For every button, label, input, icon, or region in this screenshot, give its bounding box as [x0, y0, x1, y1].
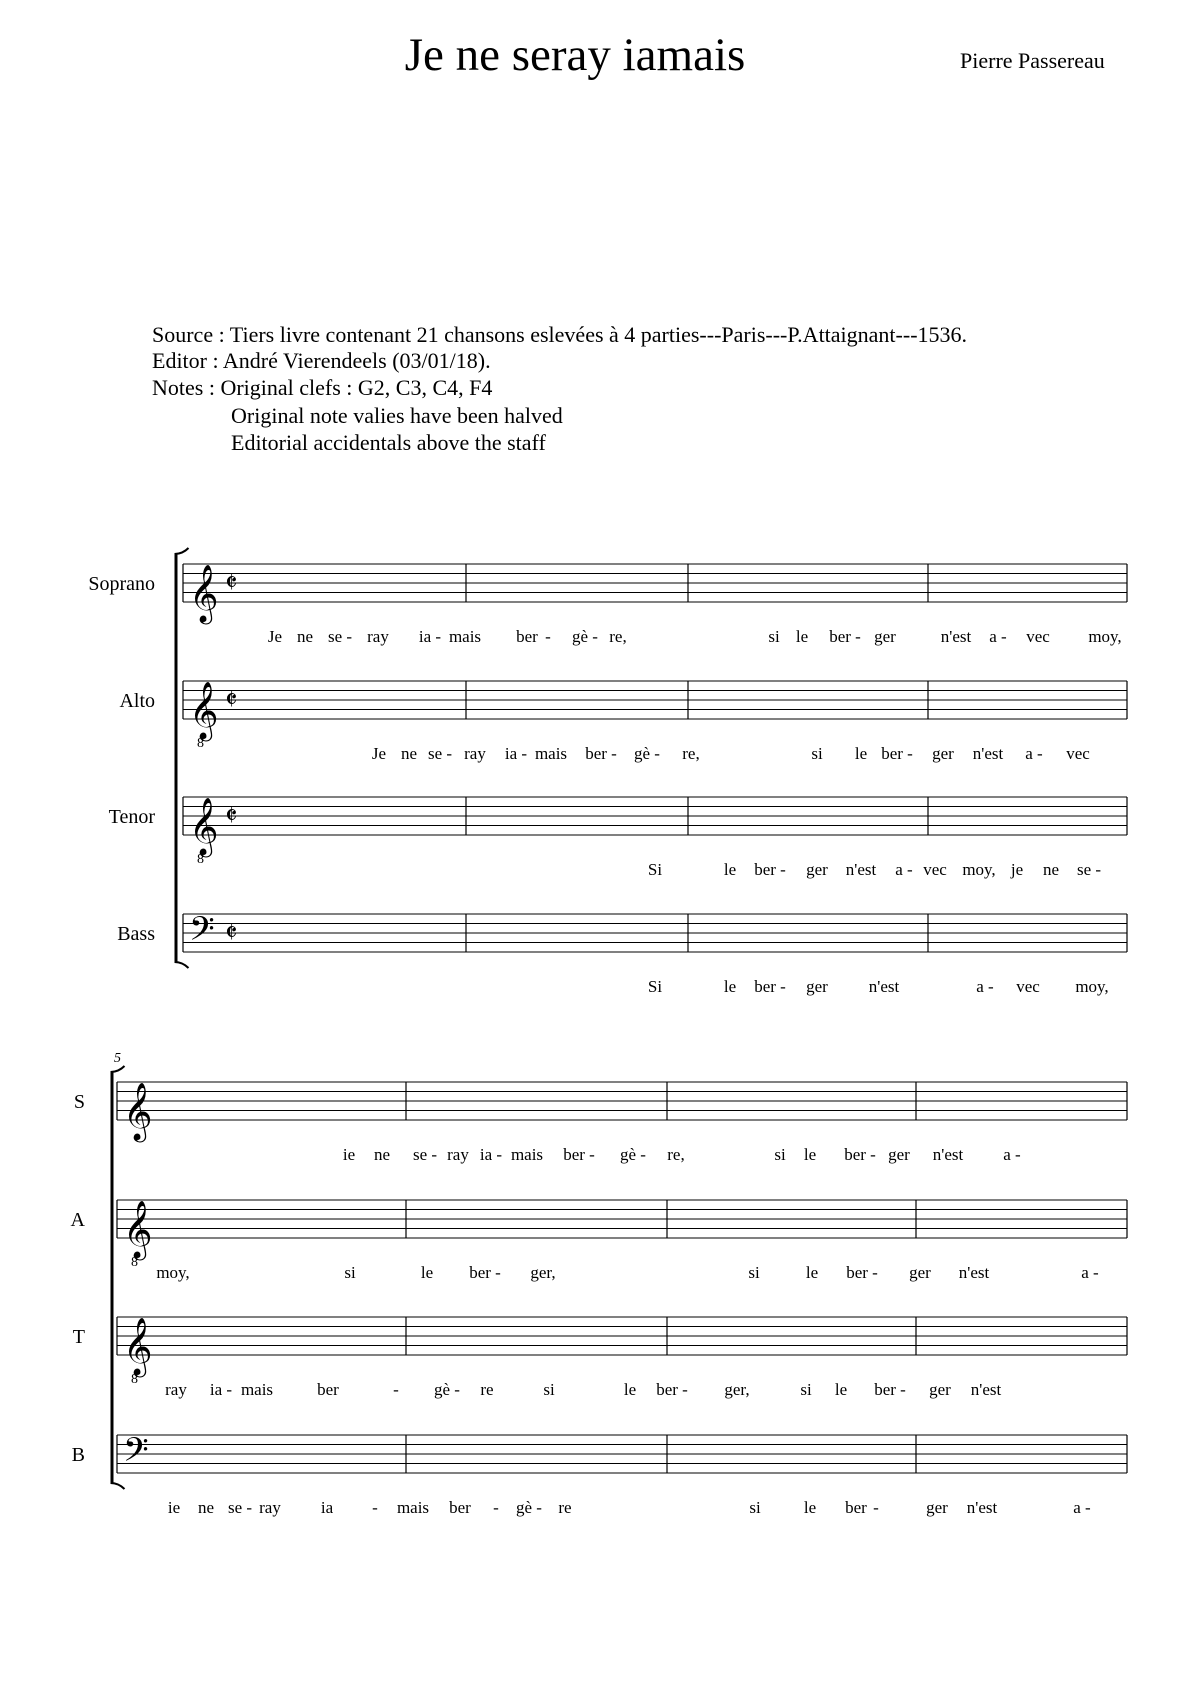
treble-clef-icon: 𝄞 — [123, 1200, 153, 1258]
lyric-syllable: vec — [923, 860, 947, 879]
lyric-syllable: le — [803, 1145, 817, 1164]
lyric-syllable: a - — [1003, 1145, 1021, 1164]
lyric-syllable: a - — [1081, 1263, 1099, 1282]
lyric-syllable: gè - — [620, 1145, 646, 1164]
staff-t — [73, 1317, 1127, 1399]
lyric-syllable: ber — [845, 1498, 867, 1517]
lyric-syllable: ray — [165, 1380, 187, 1399]
lyric-syllable: - — [493, 1498, 499, 1517]
page-title: Je ne seray iamais — [404, 29, 746, 81]
lyric-syllable: si — [800, 1380, 812, 1399]
lyric-syllable: ie — [342, 1145, 356, 1164]
part-label: B — [71, 1444, 85, 1466]
staff-b — [72, 1432, 1127, 1518]
lyric-syllable: mais — [240, 1380, 274, 1399]
lyric-syllable: - — [873, 1498, 879, 1517]
staff-alto — [119, 681, 1127, 763]
system-2 — [71, 1051, 1127, 1517]
octave-mark: 8 — [131, 1372, 138, 1387]
lyric-syllable: si — [543, 1380, 555, 1399]
lyric-syllable: ber - — [469, 1263, 501, 1282]
notes-line-3: Editorial accidentals above the staff — [231, 430, 546, 455]
lyric-syllable: si — [344, 1263, 356, 1282]
lyric-syllable: ger — [909, 1263, 931, 1282]
lyric-syllable: ray — [447, 1145, 469, 1164]
part-label: Soprano — [88, 573, 155, 595]
bracket-top-hook — [175, 548, 189, 554]
part-label: Alto — [119, 690, 155, 712]
lyric-syllable: re, — [609, 627, 627, 646]
lyric-syllable: ne — [373, 1145, 391, 1164]
lyric-syllable: n'est — [932, 1145, 964, 1164]
lyric-syllable: moy, — [1075, 977, 1109, 996]
staff-tenor — [109, 797, 1127, 879]
lyric-syllable: le — [795, 627, 809, 646]
editor-line: Editor : André Vierendeels (03/01/18). — [152, 348, 491, 373]
treble-clef-icon: 𝄞 — [189, 681, 219, 739]
lyric-syllable: moy, — [962, 860, 996, 879]
lyric-syllable: ber - — [563, 1145, 595, 1164]
lyric-syllable: si — [774, 1145, 786, 1164]
lyric-syllable: Si — [647, 977, 663, 996]
lyric-syllable: ray — [367, 627, 389, 646]
lyric-syllable: ger, — [530, 1263, 556, 1282]
staff-bass — [117, 911, 1127, 997]
octave-mark: 8 — [197, 736, 204, 751]
cut-time-icon: 𝄵 — [225, 799, 238, 832]
lyric-syllable: ray — [259, 1498, 281, 1517]
lyric-syllable: le — [803, 1498, 817, 1517]
lyric-syllable: a - — [895, 860, 913, 879]
lyric-syllable: ia - — [504, 744, 528, 763]
treble-clef-icon: 𝄞 — [123, 1317, 153, 1375]
treble-clef-icon: 𝄞 — [189, 797, 219, 855]
lyric-syllable: le — [834, 1380, 848, 1399]
lyric-syllable: gè - — [434, 1380, 460, 1399]
bracket-bottom-hook — [111, 1483, 125, 1489]
lyric-syllable: Je — [267, 627, 283, 646]
lyric-syllable: n'est — [970, 1380, 1002, 1399]
lyric-syllable: ger, — [724, 1380, 750, 1399]
lyric-syllable: a - — [976, 977, 994, 996]
bracket-top-hook — [111, 1066, 125, 1072]
lyric-syllable: n'est — [972, 744, 1004, 763]
lyric-syllable: Si — [647, 860, 663, 879]
lyric-syllable: ber - — [585, 744, 617, 763]
lyric-syllable: le — [723, 977, 737, 996]
lyric-syllable: le — [723, 860, 737, 879]
lyric-syllable: - — [393, 1380, 399, 1399]
lyric-syllable: re, — [667, 1145, 685, 1164]
lyric-syllable: Je — [371, 744, 387, 763]
lyric-syllable: le — [420, 1263, 434, 1282]
source-line: Source : Tiers livre contenant 21 chansons eslevées à 4 parties---Paris---P.Attaignant---1536. — [152, 322, 968, 347]
lyric-syllable: ber — [317, 1380, 339, 1399]
lyric-syllable: si — [811, 744, 823, 763]
lyric-syllable: ber - — [881, 744, 913, 763]
lyric-syllable: ber — [449, 1498, 471, 1517]
lyric-syllable: ia - — [418, 627, 442, 646]
lyric-syllable: ber — [516, 627, 538, 646]
lyric-syllable: ber - — [754, 860, 786, 879]
lyric-syllable: ber - — [846, 1263, 878, 1282]
lyric-syllable: si — [768, 627, 780, 646]
part-label: S — [73, 1091, 85, 1113]
notes-line: Notes : Original clefs : G2, C3, C4, F4 — [152, 375, 493, 400]
lyric-syllable: ger — [888, 1145, 910, 1164]
lyric-syllable: le — [623, 1380, 637, 1399]
staff-soprano — [88, 564, 1127, 646]
lyric-syllable: gè - — [516, 1498, 542, 1517]
lyric-syllable: se - — [1076, 860, 1102, 879]
lyric-syllable: mais — [534, 744, 568, 763]
lyric-syllable: - — [372, 1498, 378, 1517]
lyric-syllable: se - — [412, 1145, 438, 1164]
lyric-syllable: ber - — [656, 1380, 688, 1399]
lyric-syllable: ne — [400, 744, 418, 763]
lyric-syllable: si — [749, 1498, 761, 1517]
lyric-syllable: a - — [1025, 744, 1043, 763]
lyric-syllable: moy, — [1088, 627, 1122, 646]
lyric-syllable: ber - — [754, 977, 786, 996]
measure-number: 5 — [114, 1051, 121, 1066]
lyric-syllable: vec — [1066, 744, 1090, 763]
bracket-bottom-hook — [175, 962, 189, 968]
lyric-syllable: ne — [296, 627, 314, 646]
bass-clef-icon: 𝄢 — [123, 1431, 149, 1478]
lyric-syllable: n'est — [845, 860, 877, 879]
lyric-syllable: ger — [926, 1498, 948, 1517]
cut-time-icon: 𝄵 — [225, 566, 238, 599]
lyric-syllable: mais — [510, 1145, 544, 1164]
lyric-syllable: ia — [320, 1498, 334, 1517]
lyric-syllable: le — [854, 744, 868, 763]
lyric-syllable: ger — [874, 627, 896, 646]
lyric-syllable: a - — [989, 627, 1007, 646]
lyric-syllable: n'est — [940, 627, 972, 646]
lyric-syllable: ia - — [209, 1380, 233, 1399]
composer-name: Pierre Passereau — [960, 48, 1105, 73]
notes-line-2: Original note valies have been halved — [231, 403, 563, 428]
part-label: Tenor — [108, 806, 155, 828]
lyric-syllable: si — [748, 1263, 760, 1282]
lyric-syllable: ger — [929, 1380, 951, 1399]
lyric-syllable: se - — [227, 1498, 253, 1517]
lyric-syllable: re — [480, 1380, 494, 1399]
lyric-syllable: se - — [327, 627, 353, 646]
lyric-syllable: n'est — [958, 1263, 990, 1282]
lyric-syllable: - — [545, 627, 551, 646]
lyric-syllable: ne — [1042, 860, 1060, 879]
treble-clef-icon: 𝄞 — [189, 564, 219, 622]
cut-time-icon: 𝄵 — [225, 683, 238, 716]
lyric-syllable: mais — [396, 1498, 430, 1517]
bass-clef-icon: 𝄢 — [189, 910, 215, 957]
lyric-syllable: vec — [1016, 977, 1040, 996]
cut-time-icon: 𝄵 — [225, 916, 238, 949]
lyric-syllable: mais — [448, 627, 482, 646]
lyric-syllable: ber - — [829, 627, 861, 646]
lyric-syllable: ia - — [479, 1145, 503, 1164]
staff-s — [74, 1082, 1127, 1164]
staff-a — [71, 1200, 1127, 1282]
part-label: T — [72, 1326, 85, 1348]
octave-mark: 8 — [131, 1255, 138, 1270]
lyric-syllable: ber - — [844, 1145, 876, 1164]
system-1 — [88, 548, 1127, 996]
lyric-syllable: gè - — [634, 744, 660, 763]
lyric-syllable: a - — [1073, 1498, 1091, 1517]
lyric-syllable: le — [805, 1263, 819, 1282]
lyric-syllable: gè - — [572, 627, 598, 646]
lyric-syllable: moy, — [156, 1263, 190, 1282]
lyric-syllable: ger — [932, 744, 954, 763]
lyric-syllable: ray — [464, 744, 486, 763]
treble-clef-icon: 𝄞 — [123, 1082, 153, 1140]
lyric-syllable: n'est — [966, 1498, 998, 1517]
lyric-syllable: ber - — [874, 1380, 906, 1399]
lyric-syllable: ger — [806, 860, 828, 879]
lyric-syllable: je — [1010, 860, 1024, 879]
lyric-syllable: ger — [806, 977, 828, 996]
lyric-syllable: n'est — [868, 977, 900, 996]
lyric-syllable: re, — [682, 744, 700, 763]
part-label: A — [70, 1209, 85, 1231]
lyric-syllable: ne — [197, 1498, 215, 1517]
lyric-syllable: se - — [427, 744, 453, 763]
lyric-syllable: ie — [167, 1498, 181, 1517]
lyric-syllable: re — [558, 1498, 572, 1517]
part-label: Bass — [117, 923, 155, 945]
octave-mark: 8 — [197, 852, 204, 867]
lyric-syllable: vec — [1026, 627, 1050, 646]
